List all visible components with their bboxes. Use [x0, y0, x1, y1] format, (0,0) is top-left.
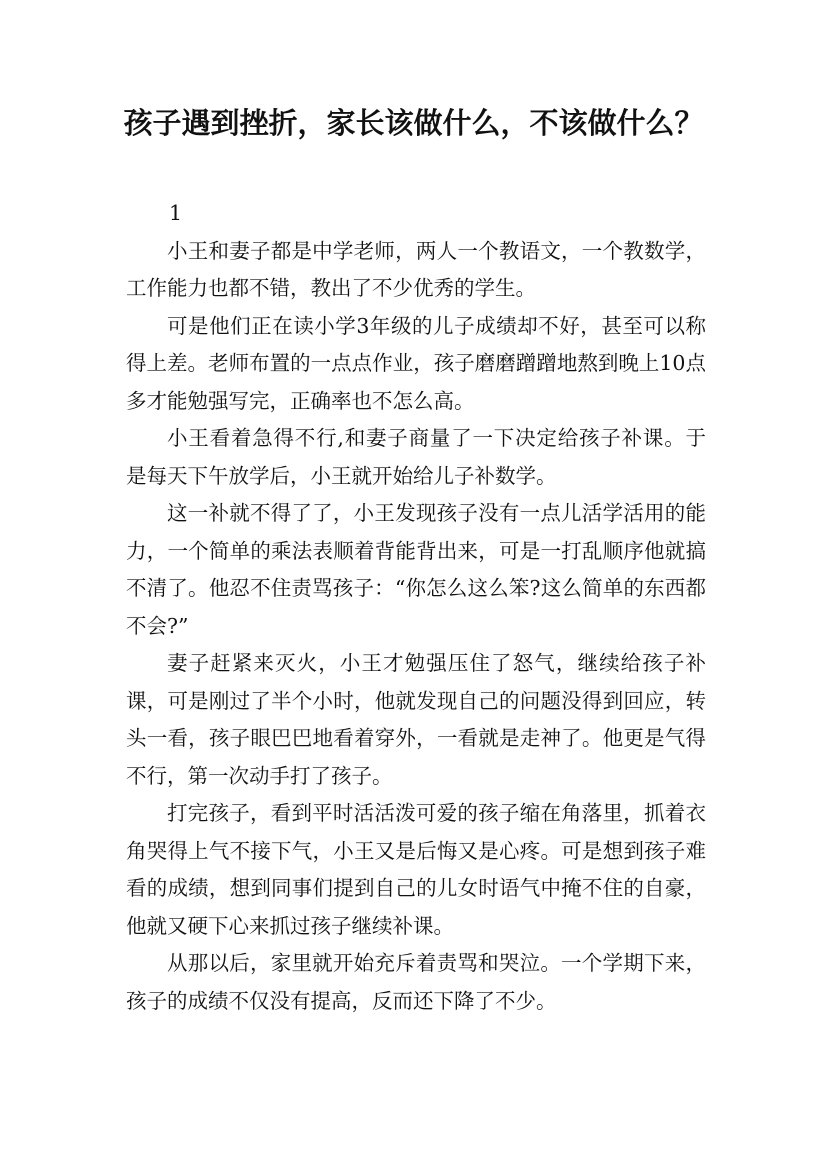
- article-body: [126, 195, 706, 1020]
- paragraph-1: 小王和妻子都是中学老师，两人一个教语文，一个教数学，工作能力也都不错，教出了不少优秀的学生。: [126, 238, 706, 300]
- paragraph-7: 从那以后，家里就开始充斥着责骂和哭泣。一个学期下来，孩子的成绩不仅没有提高，反而还下降了不少。: [126, 951, 706, 1013]
- paragraph-6: 打完孩子，看到平时活活泼可爱的孩子缩在角落里，抓着衣角哭得上气不接下气，小王又是后悔又是心疼。可是想到孩子难看的成绩，想到同事们提到自己的儿女时语气中掩不住的自豪，他就又硬下心来抓过孩子继续补课。: [126, 801, 706, 938]
- paragraph-4: 这一补就不得了了，小王发现孩子没有一点儿活学活用的能力，一个简单的乘法表顺着背能背出来，可是一打乱顺序他就搞不清了。他忍不住责骂孩子：“你怎么这么笨?这么简单的东西都不会?”: [126, 501, 706, 638]
- section-number: 1: [169, 201, 183, 225]
- paragraph-5: 妻子赶紧来灭火，小王才勉强压住了怒气，继续给孩子补课，可是刚过了半个小时，他就发现自己的问题没得到回应，转头一看，孩子眼巴巴地看着穿外，一看就是走神了。他更是气得不行，第一次动手打了孩子。: [126, 651, 706, 788]
- paragraph-3: 小王看着急得不行,和妻子商量了一下决定给孩子补课。于是每天下午放学后，小王就开始给儿子补数学。: [126, 426, 706, 488]
- paragraph-2: 可是他们正在读小学3年级的儿子成绩却不好，甚至可以称得上差。老师布置的一点点作业，孩子磨磨蹭蹭地熬到晚上10点多才能勉强写完，正确率也不怎么高。: [126, 313, 706, 413]
- page-title: 孩子遇到挫折，家长该做什么，不该做什么？: [123, 106, 704, 140]
